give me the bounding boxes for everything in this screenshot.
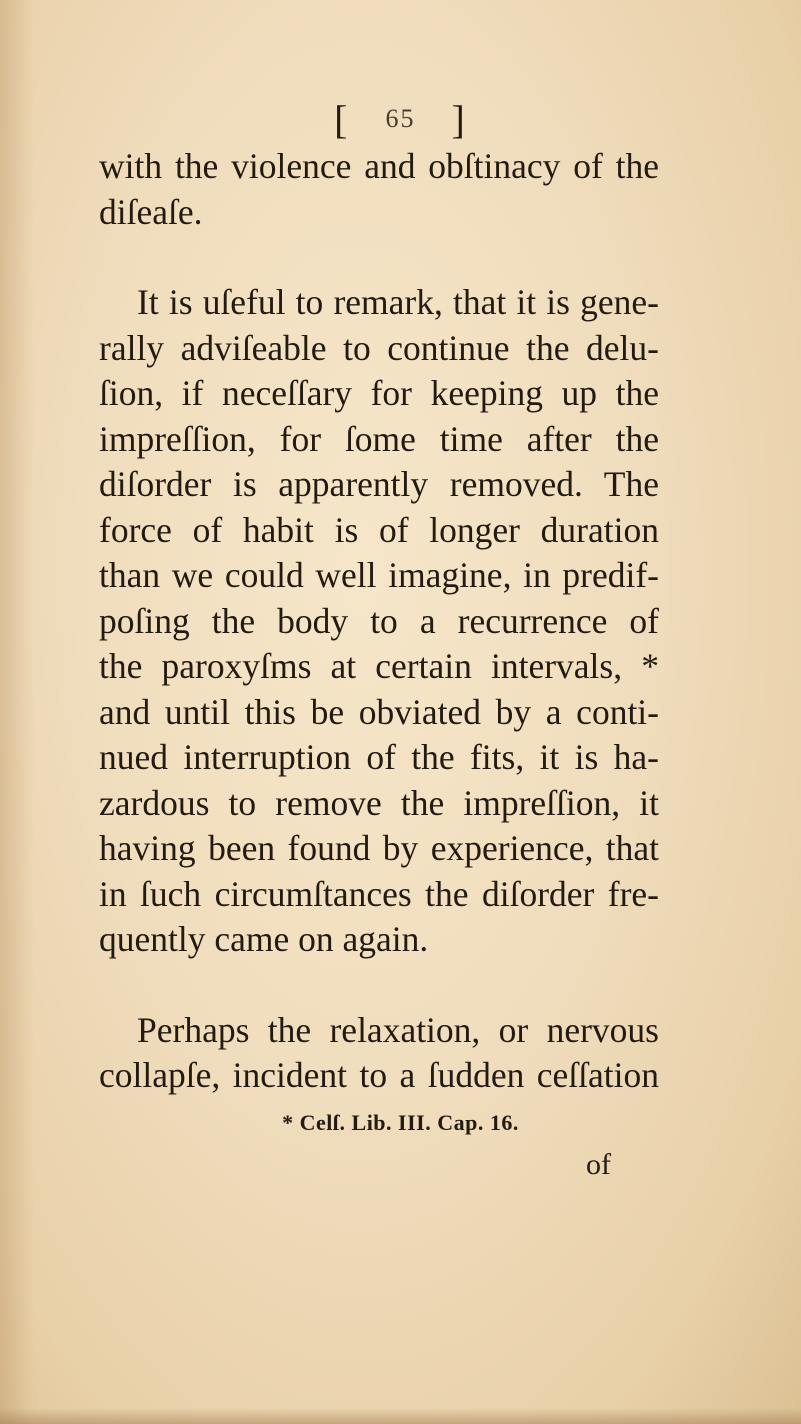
catchword: of [586, 1148, 611, 1181]
page-number: 65 [385, 104, 416, 133]
text-line: quently came on again. [99, 919, 429, 959]
text-line: It is uſeful to remark, that it is gene- [137, 282, 659, 322]
text-line: zardous to remove the impreſſion, it [99, 782, 659, 823]
page-header [0, 96, 801, 143]
text-line: Perhaps the relaxation, or nervous [137, 1009, 659, 1050]
page-bottom-edge [0, 1408, 801, 1424]
text-line: force of habit is of longer duration [99, 509, 659, 550]
header-open-bracket: [ [334, 97, 350, 142]
text-line: having been found by experience, that [99, 828, 659, 868]
text-line: ſion, if neceſſary for keeping up the [99, 373, 659, 413]
text-line: impreſſion, for ſome time after the [99, 418, 659, 459]
text-line: diſorder is apparently removed. The [99, 464, 659, 504]
page-edge-shadow [0, 0, 34, 1424]
text-line: with the violence and obſtinacy of the [99, 146, 659, 186]
text-line: nued interruption of the fits, it is ha- [99, 737, 659, 777]
text-line: in ſuch circumſtances the diſorder fre- [99, 873, 659, 914]
text-line: the paroxyſms at certain intervals, * [99, 646, 659, 686]
body-text [99, 144, 659, 1099]
footnote: * Celſ. Lib. III. Cap. 16. [282, 1110, 519, 1135]
text-line: than we could well imagine, in predif- [99, 555, 659, 595]
text-line: collapſe, incident to a ſudden ceſſation [99, 1055, 659, 1095]
text-line: and until this be obviated by a conti- [99, 691, 659, 732]
header-close-bracket: ] [451, 97, 467, 142]
text-line: poſing the body to a recurrence of [99, 600, 659, 641]
text-line: diſeaſe. [99, 191, 203, 232]
text-line: rally adviſeable to continue the delu- [99, 327, 659, 368]
